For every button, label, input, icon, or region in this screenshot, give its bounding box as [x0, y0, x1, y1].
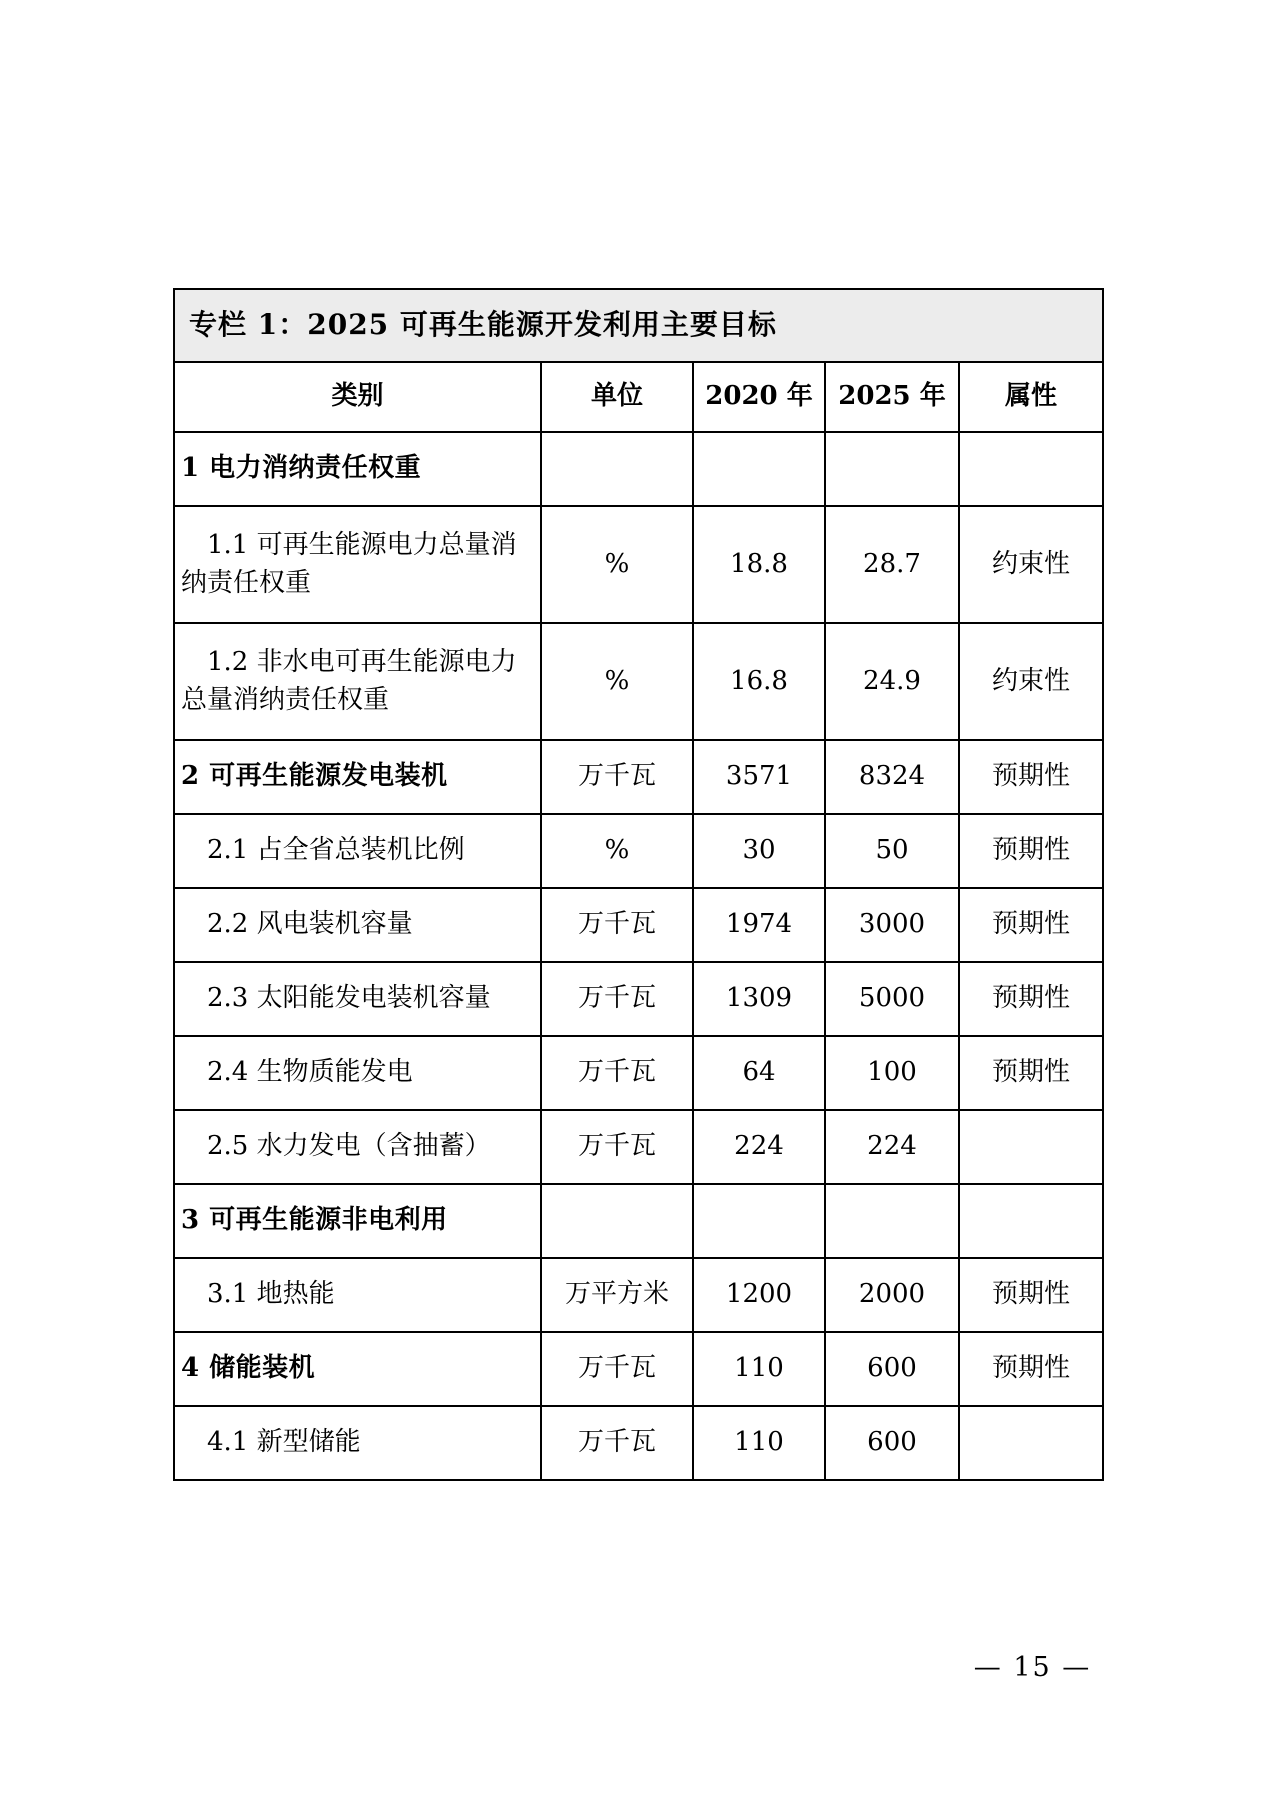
table-row	[174, 1406, 1103, 1480]
cell-2020: 110	[693, 1406, 825, 1480]
cell-attribute	[959, 1406, 1103, 1480]
cell-2025: 8324	[825, 740, 959, 814]
table-row	[174, 623, 1103, 740]
table-row	[174, 432, 1103, 506]
table-row	[174, 506, 1103, 623]
cell-2020: 16.8	[693, 623, 825, 740]
table-title-row	[174, 289, 1103, 362]
cell-category: 4 储能装机	[174, 1332, 541, 1406]
cell-attribute: 预期性	[959, 962, 1103, 1036]
cell-attribute: 预期性	[959, 1258, 1103, 1332]
cell-2020: 224	[693, 1110, 825, 1184]
cell-attribute: 预期性	[959, 1332, 1103, 1406]
cell-2025: 28.7	[825, 506, 959, 623]
cell-unit	[541, 432, 693, 506]
cell-2025: 224	[825, 1110, 959, 1184]
cell-attribute	[959, 432, 1103, 506]
table-title: 专栏 1：2025 可再生能源开发利用主要目标	[174, 289, 1103, 362]
cell-2025: 100	[825, 1036, 959, 1110]
cell-attribute: 预期性	[959, 814, 1103, 888]
cell-unit: %	[541, 814, 693, 888]
cell-unit: 万千瓦	[541, 888, 693, 962]
cell-attribute	[959, 1110, 1103, 1184]
cell-unit: 万千瓦	[541, 1036, 693, 1110]
table-row	[174, 1036, 1103, 1110]
cell-2025	[825, 432, 959, 506]
cell-2025: 600	[825, 1406, 959, 1480]
cell-2020: 1974	[693, 888, 825, 962]
column-header-category: 类别	[174, 362, 541, 432]
cell-category: 3 可再生能源非电利用	[174, 1184, 541, 1258]
cell-2020	[693, 432, 825, 506]
cell-2025: 2000	[825, 1258, 959, 1332]
cell-2025: 600	[825, 1332, 959, 1406]
table-row	[174, 962, 1103, 1036]
cell-category: 2.3 太阳能发电装机容量	[174, 962, 541, 1036]
cell-attribute: 预期性	[959, 888, 1103, 962]
cell-unit: %	[541, 506, 693, 623]
table-row	[174, 1110, 1103, 1184]
cell-attribute: 预期性	[959, 1036, 1103, 1110]
cell-category: 1.1 可再生能源电力总量消纳责任权重	[174, 506, 541, 623]
table-row	[174, 814, 1103, 888]
cell-attribute	[959, 1184, 1103, 1258]
table-row	[174, 740, 1103, 814]
page-number: — 15 —	[973, 1652, 1092, 1683]
cell-category: 1 电力消纳责任权重	[174, 432, 541, 506]
cell-unit	[541, 1184, 693, 1258]
cell-2020: 18.8	[693, 506, 825, 623]
cell-category: 3.1 地热能	[174, 1258, 541, 1332]
cell-2025: 24.9	[825, 623, 959, 740]
cell-attribute: 约束性	[959, 506, 1103, 623]
cell-category: 2.1 占全省总装机比例	[174, 814, 541, 888]
cell-2020: 30	[693, 814, 825, 888]
cell-2025	[825, 1184, 959, 1258]
column-header-attribute: 属性	[959, 362, 1103, 432]
targets-table	[173, 288, 1104, 1481]
table-row	[174, 1184, 1103, 1258]
cell-2025: 50	[825, 814, 959, 888]
cell-category: 2.4 生物质能发电	[174, 1036, 541, 1110]
cell-unit: 万千瓦	[541, 1110, 693, 1184]
cell-category: 2.2 风电装机容量	[174, 888, 541, 962]
cell-2025: 3000	[825, 888, 959, 962]
cell-unit: 万千瓦	[541, 1406, 693, 1480]
table-row	[174, 1332, 1103, 1406]
cell-unit: 万平方米	[541, 1258, 693, 1332]
cell-unit: 万千瓦	[541, 740, 693, 814]
cell-unit: %	[541, 623, 693, 740]
cell-2020: 64	[693, 1036, 825, 1110]
cell-2020: 110	[693, 1332, 825, 1406]
renewable-energy-targets-box	[173, 288, 1104, 1481]
cell-unit: 万千瓦	[541, 1332, 693, 1406]
cell-2020: 1200	[693, 1258, 825, 1332]
cell-2020: 3571	[693, 740, 825, 814]
cell-category: 1.2 非水电可再生能源电力总量消纳责任权重	[174, 623, 541, 740]
cell-category: 4.1 新型储能	[174, 1406, 541, 1480]
cell-attribute: 预期性	[959, 740, 1103, 814]
cell-2020: 1309	[693, 962, 825, 1036]
column-header-unit: 单位	[541, 362, 693, 432]
table-header-row	[174, 362, 1103, 432]
cell-category: 2.5 水力发电（含抽蓄）	[174, 1110, 541, 1184]
cell-2020	[693, 1184, 825, 1258]
column-header-2020: 2020 年	[693, 362, 825, 432]
column-header-2025: 2025 年	[825, 362, 959, 432]
cell-category: 2 可再生能源发电装机	[174, 740, 541, 814]
cell-2025: 5000	[825, 962, 959, 1036]
cell-unit: 万千瓦	[541, 962, 693, 1036]
table-row	[174, 888, 1103, 962]
table-row	[174, 1258, 1103, 1332]
cell-attribute: 约束性	[959, 623, 1103, 740]
